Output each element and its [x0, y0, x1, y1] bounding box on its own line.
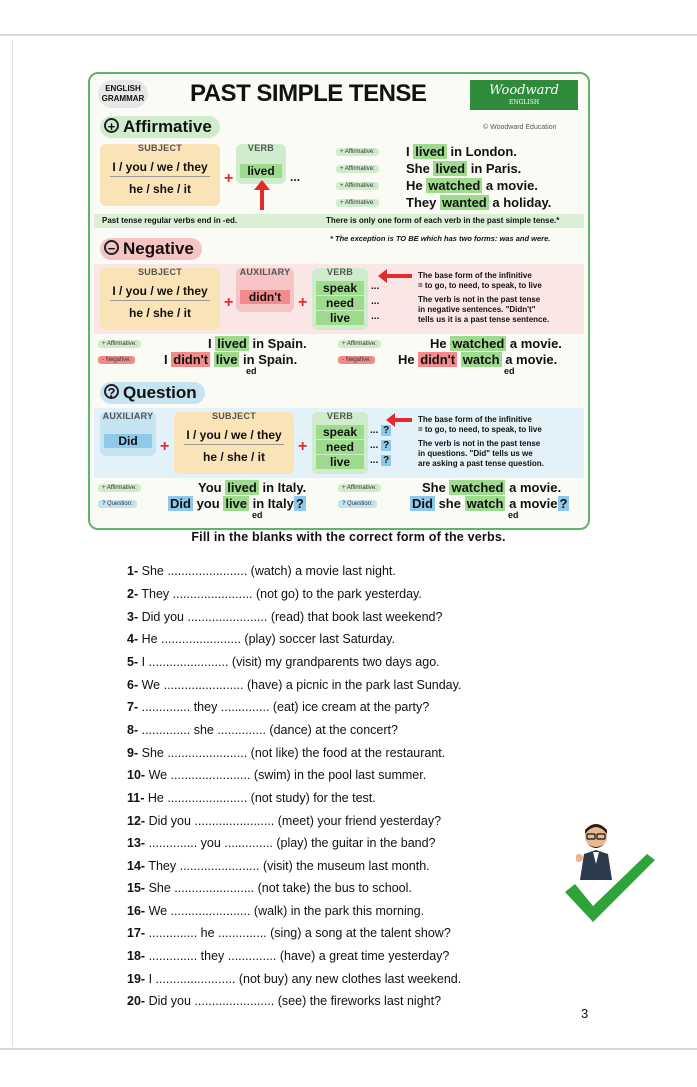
- aff-subject-2: he / she / it: [128, 182, 191, 196]
- neg-subject-2: he / she / it: [128, 306, 191, 320]
- neg-ellipsis-2: ...: [371, 296, 380, 307]
- up-arrow: [260, 188, 264, 210]
- q-subject-box: [174, 412, 294, 474]
- exercise-item: 16- We ....................... (walk) in the park this morning.: [127, 904, 425, 918]
- neg-pill-2: - Negative:: [338, 356, 375, 364]
- minus-icon: −: [104, 240, 119, 255]
- q-fraction-line: [184, 444, 284, 445]
- top-band: [0, 0, 697, 34]
- top-divider: [0, 34, 697, 36]
- plus-icon: +: [104, 118, 119, 133]
- woodward-logo: [470, 80, 578, 110]
- aff-fraction-line: [110, 176, 210, 177]
- bottom-divider: [0, 1048, 697, 1050]
- q-subject-hdr: SUBJECT: [211, 411, 257, 421]
- aff-example-4: They wanted a holiday.: [406, 195, 552, 210]
- english-grammar-badge: ENGLISH GRAMMAR: [98, 80, 148, 108]
- q-subject-2: he / she / it: [202, 450, 265, 464]
- neg-subject-1: I / you / we / they: [112, 284, 208, 298]
- ed-mark: ed: [504, 366, 515, 376]
- exercise-item: 12- Did you ....................... (meet) your friend yesterday?: [127, 814, 442, 828]
- aff-example-3: He watched a movie.: [406, 178, 538, 193]
- copyright: © Woodward Education: [483, 124, 557, 131]
- exercise-item: 19- I ....................... (not buy) any new clothes last weekend.: [127, 972, 462, 986]
- aff-pill-3: + Affirmative:: [336, 182, 379, 190]
- plus-sign: +: [298, 438, 308, 455]
- exercise-item: 7- .............. they .............. (eat) ice cream at the party?: [127, 700, 430, 714]
- q-note-5: are asking a past tense question.: [418, 459, 544, 468]
- plus-sign: +: [224, 170, 234, 187]
- aff-note-left: Past tense regular verbs end in -ed.: [102, 216, 238, 225]
- exercise-item: 9- She ....................... (not like) the food at the restaurant.: [127, 746, 446, 760]
- q-aff-2: She watched a movie.: [422, 480, 562, 495]
- q-verb-3: live: [316, 455, 364, 469]
- neg-verb-3: live: [316, 311, 364, 325]
- question-icon: ?: [104, 384, 119, 399]
- aff-note-right: There is only one form of each verb in the past simple tense.*: [326, 216, 560, 225]
- checkmark-icon: [563, 850, 659, 932]
- aff-subject-hdr: SUBJECT: [137, 143, 183, 153]
- aff-ellipsis: ...: [290, 170, 301, 184]
- q-aux: Did: [104, 434, 152, 448]
- exercise-item: 6- We ....................... (have) a picnic in the park last Sunday.: [127, 678, 462, 692]
- aff-verb: lived: [240, 164, 282, 178]
- neg-pill-1: - Negative:: [98, 356, 135, 364]
- affirmative-label: Affirmative: [123, 117, 212, 136]
- question-header: [100, 382, 205, 404]
- plus-sign: +: [224, 294, 234, 311]
- neg-aux-hdr: AUXILIARY: [239, 267, 291, 277]
- exercise-item: 14- They ....................... (visit) the museum last month.: [127, 859, 430, 873]
- aff-subject-1: I / you / we / they: [112, 160, 208, 174]
- q-ellipsis-1: ... ?: [370, 425, 390, 436]
- q-aff-1: You lived in Italy.: [198, 480, 307, 495]
- neg-ellipsis-1: ...: [371, 281, 380, 292]
- neg-fraction-line: [110, 300, 210, 301]
- exercise-item: 5- I ....................... (visit) my grandparents two days ago.: [127, 655, 440, 669]
- exercise-item: 2- They ....................... (not go) to the park yesterday.: [127, 587, 422, 601]
- aff-verb-box: [236, 144, 286, 184]
- q-verb-2: need: [316, 440, 364, 454]
- question-label: Question: [123, 383, 197, 402]
- exercise-item: 20- Did you ....................... (see) the fireworks last night?: [127, 994, 442, 1008]
- exercise-item: 3- Did you ....................... (read) that book last weekend?: [127, 610, 443, 624]
- q-aux-box: [100, 412, 156, 456]
- q-sentence-1: Did you live in Italy ?: [170, 496, 304, 511]
- neg-subject-hdr: SUBJECT: [137, 267, 183, 277]
- aff-subject-box: [100, 144, 220, 206]
- ed-mark: ed: [252, 510, 263, 520]
- exercise-item: 17- .............. he .............. (sing) a song at the talent show?: [127, 926, 451, 940]
- q-note-2: = to go, to need, to speak, to live: [418, 425, 542, 434]
- up-arrow-head: [254, 180, 270, 190]
- exercise-item: 8- .............. she .............. (dance) at the concert?: [127, 723, 398, 737]
- q-aff-pill-2: + Affirmative:: [338, 484, 381, 492]
- q-note-3: The verb is not in the past tense: [418, 439, 541, 448]
- neg-note-3: The verb is not in the past tense: [418, 295, 541, 304]
- q-ellipsis-3: ... ?: [370, 455, 390, 466]
- exercise-item: 18- .............. they .............. (have) a great time yesterday?: [127, 949, 450, 963]
- page-number: 3: [581, 1006, 589, 1021]
- exercise-item: 10- We ....................... (swim) in the pool last summer.: [127, 768, 427, 782]
- neg-aux: didn't: [240, 290, 290, 304]
- q-note-1: The base form of the infinitive: [418, 415, 532, 424]
- q-aux-hdr: AUXILIARY: [102, 411, 154, 421]
- ed-mark: ed: [246, 366, 257, 376]
- q-sentence-2: Did she watch a movie ?: [412, 496, 568, 511]
- negative-header: [100, 238, 202, 260]
- exercise-item: 11- He ....................... (not study) for the test.: [127, 791, 376, 805]
- q-verb-1: speak: [316, 425, 364, 439]
- neg-verb-1: speak: [316, 281, 364, 295]
- q-ellipsis-2: ... ?: [370, 440, 390, 451]
- ed-mark: ed: [508, 510, 519, 520]
- exercise-title: Fill in the blanks with the correct form of the verbs.: [191, 530, 506, 544]
- neg-verb-hdr: VERB: [326, 267, 354, 277]
- aff-pill-4: + Affirmative:: [336, 199, 379, 207]
- neg-note-5: tells us it is a past tense sentence.: [418, 315, 550, 324]
- neg-verb-2: need: [316, 296, 364, 310]
- neg-ellipsis-3: ...: [371, 311, 380, 322]
- neg-note-4: in negative sentences. "Didn't": [418, 305, 536, 314]
- exercise-item: 1- She ....................... (watch) a movie last night.: [127, 564, 396, 578]
- exception-note: * The exception is TO BE which has two forms: was and were.: [330, 234, 551, 243]
- q-aff-pill-1: + Affirmative:: [98, 484, 141, 492]
- aff-example-1: I lived in London.: [406, 144, 517, 159]
- neg-sentence-1: I didn't live in Spain.: [164, 352, 298, 367]
- neg-note-1: The base form of the infinitive: [418, 271, 532, 280]
- exercise-item: 4- He ....................... (play) soccer last Saturday.: [127, 632, 395, 646]
- q-verb-box: [312, 412, 368, 474]
- neg-aff-1: I lived in Spain.: [208, 336, 307, 351]
- aff-pill-2: + Affirmative:: [336, 165, 379, 173]
- aff-pill-1: + Affirmative:: [336, 148, 379, 156]
- logo-text: Woodward: [489, 83, 559, 98]
- neg-aff-pill-1: + Affirmative:: [98, 340, 141, 348]
- plus-sign: +: [160, 438, 170, 455]
- left-arrow: [394, 418, 412, 422]
- q-pill-1: ? Question:: [98, 500, 137, 508]
- q-pill-2: ? Question:: [338, 500, 377, 508]
- neg-note-2: = to go, to need, to speak, to live: [418, 281, 542, 290]
- neg-aff-2: He watched a movie.: [430, 336, 562, 351]
- plus-sign: +: [298, 294, 308, 311]
- neg-aux-box: [236, 268, 294, 312]
- aff-example-2: She lived in Paris.: [406, 161, 522, 176]
- neg-subject-box: [100, 268, 220, 330]
- q-verb-hdr: VERB: [326, 411, 354, 421]
- neg-verb-box: [312, 268, 368, 330]
- aff-notes-band: [94, 214, 584, 228]
- negative-label: Negative: [123, 239, 194, 258]
- left-arrow: [386, 274, 412, 278]
- q-note-4: in questions. "Did" tells us we: [418, 449, 533, 458]
- neg-aff-pill-2: + Affirmative:: [338, 340, 381, 348]
- grammar-poster: [88, 72, 590, 530]
- exercise-item: 13- .............. you .............. (play) the guitar in the band?: [127, 836, 436, 850]
- poster-title: PAST SIMPLE TENSE: [190, 80, 427, 107]
- logo-subtext: ENGLISH: [508, 99, 540, 106]
- q-subject-1: I / you / we / they: [186, 428, 282, 442]
- affirmative-header: [100, 116, 220, 138]
- neg-sentence-2: He didn't watch a movie.: [398, 352, 558, 367]
- aff-verb-hdr: VERB: [247, 143, 275, 153]
- exercise-item: 15- She ....................... (not take) the bus to school.: [127, 881, 412, 895]
